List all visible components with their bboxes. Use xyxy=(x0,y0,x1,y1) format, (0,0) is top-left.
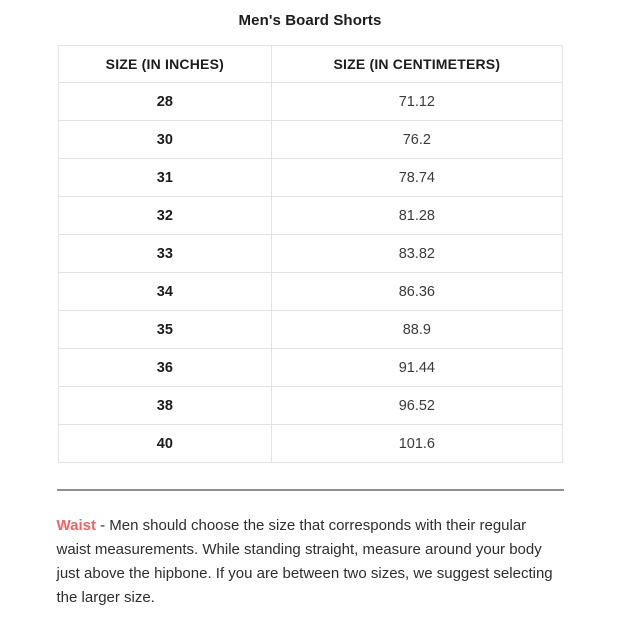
size-chart-table xyxy=(58,45,563,463)
header-size-centimeters: SIZE (IN CENTIMETERS) xyxy=(272,46,562,83)
header-size-inches: SIZE (IN INCHES) xyxy=(58,46,272,83)
table-row xyxy=(58,273,562,311)
size-table-header xyxy=(58,46,562,83)
size-cm-cell: 76.2 xyxy=(272,121,562,159)
size-inches-cell: 30 xyxy=(58,121,272,159)
size-cm-cell: 78.74 xyxy=(272,159,562,197)
size-inches-cell: 32 xyxy=(58,197,272,235)
waist-note xyxy=(57,514,564,610)
table-row xyxy=(58,83,562,121)
size-cm-cell: 88.9 xyxy=(272,311,562,349)
size-inches-cell: 28 xyxy=(58,83,272,121)
size-inches-cell: 34 xyxy=(58,273,272,311)
table-row xyxy=(58,197,562,235)
size-inches-cell: 31 xyxy=(58,159,272,197)
note-line: the larger size. xyxy=(56,589,155,606)
size-cm-cell: 83.82 xyxy=(272,235,562,273)
section-divider xyxy=(57,489,564,491)
size-inches-cell: 35 xyxy=(58,311,272,349)
size-cm-cell: 101.6 xyxy=(272,425,562,463)
size-cm-cell: 96.52 xyxy=(272,387,562,425)
note-line-text: - Men should choose the size that corresponds with their regular xyxy=(95,517,527,534)
note-line: waist measurements. While standing straight, measure around your body xyxy=(56,541,542,558)
size-inches-cell: 36 xyxy=(58,349,272,387)
size-cm-cell: 91.44 xyxy=(272,349,562,387)
table-row xyxy=(58,311,562,349)
table-row xyxy=(58,235,562,273)
page-title: Men's Board Shorts xyxy=(238,12,382,29)
note-line: just above the hipbone. If you are between two sizes, we suggest selecting xyxy=(56,565,553,582)
table-row xyxy=(58,387,562,425)
note-line xyxy=(57,514,564,538)
header-row xyxy=(58,46,562,83)
table-row xyxy=(58,159,562,197)
size-cm-cell: 71.12 xyxy=(272,83,562,121)
size-table-body xyxy=(58,83,562,463)
waist-label: Waist xyxy=(56,517,96,534)
table-row xyxy=(58,425,562,463)
size-inches-cell: 40 xyxy=(58,425,272,463)
table-row xyxy=(58,349,562,387)
size-inches-cell: 38 xyxy=(58,387,272,425)
table-row xyxy=(58,121,562,159)
size-inches-cell: 33 xyxy=(58,235,272,273)
size-cm-cell: 81.28 xyxy=(272,197,562,235)
size-cm-cell: 86.36 xyxy=(272,273,562,311)
